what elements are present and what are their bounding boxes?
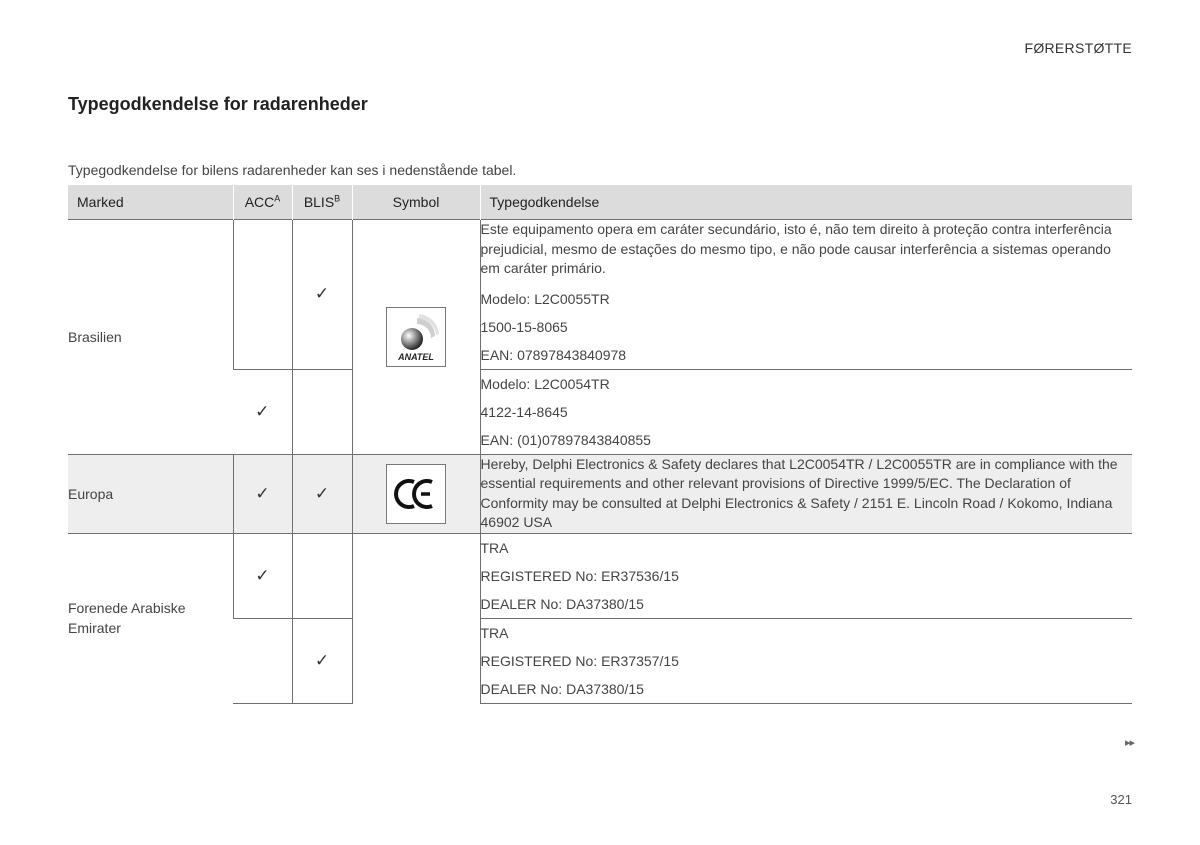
blis-cell: ✓ <box>292 220 352 370</box>
approval-cell-brazil-1 <box>480 220 1132 370</box>
approval-registered: REGISTERED No: ER37536/15 <box>480 567 679 584</box>
approval-model: Modelo: L2C0055TR <box>480 290 610 307</box>
approval-code: 4122-14-8645 <box>480 403 568 420</box>
anatel-logo-text: ANATEL <box>398 351 434 362</box>
symbol-cell-uae <box>352 533 480 703</box>
approval-cell-europe <box>480 454 1132 533</box>
table-row-europe <box>68 454 1132 533</box>
approval-registered: REGISTERED No: ER37357/15 <box>480 652 679 669</box>
blis-cell <box>292 369 352 454</box>
header-market: Marked <box>68 185 233 220</box>
header-symbol: Symbol <box>352 185 480 220</box>
approval-cell-brazil-2 <box>480 369 1132 454</box>
section-label: FØRERSTØTTE <box>1024 40 1132 56</box>
blis-cell: ✓ <box>292 618 352 703</box>
footnote-b: B <box>334 193 341 204</box>
table-row-uae-1 <box>68 533 1132 618</box>
page-number: 321 <box>1110 792 1132 807</box>
blis-cell <box>292 533 352 618</box>
market-cell-brazil: Brasilien <box>68 220 233 455</box>
approval-cell-uae-2 <box>480 618 1132 703</box>
approval-ean: EAN: 07897843840978 <box>480 346 627 363</box>
approval-authority: TRA <box>480 539 509 556</box>
header-approval: Typegodkendelse <box>480 185 1132 220</box>
approval-dealer: DEALER No: DA37380/15 <box>480 680 644 697</box>
symbol-cell-europe <box>352 454 480 533</box>
footnote-a: A <box>274 193 281 204</box>
symbol-cell-brazil <box>352 220 480 455</box>
approval-dealer: DEALER No: DA37380/15 <box>480 595 644 612</box>
anatel-logo-icon <box>386 307 446 367</box>
approval-cell-uae-1 <box>480 533 1132 618</box>
continue-arrows-icon: ▸▸ <box>1124 737 1134 749</box>
page-title: Typegodkendelse for radarenheder <box>68 94 368 114</box>
table-header-row <box>68 185 1132 220</box>
type-approval-table <box>68 185 1132 704</box>
intro-text: Typegodkendelse for bilens radarenheder kan ses i nedenstående tabel. <box>68 162 517 178</box>
ce-mark-icon <box>386 464 446 524</box>
approval-authority: TRA <box>480 624 509 641</box>
approval-statement: Este equipamento opera em caráter secundário, isto é, não tem direito à proteção contra interferência prejudicial, mesmo de estações do mesmo tipo, e não pode causar interferência a sistemas operando em caráter primário. <box>480 221 1112 276</box>
acc-cell <box>233 220 292 370</box>
approval-model: Modelo: L2C0054TR <box>480 375 610 392</box>
acc-cell: ✓ <box>233 369 292 454</box>
acc-cell: ✓ <box>233 533 292 618</box>
blis-cell: ✓ <box>292 454 352 533</box>
acc-cell: ✓ <box>233 454 292 533</box>
acc-cell <box>233 618 292 703</box>
approval-ean: EAN: (01)07897843840855 <box>480 431 651 448</box>
header-blis: $BLIS^B$ <box>292 185 352 220</box>
market-cell-uae: Forenede Arabiske Emirater <box>68 533 233 703</box>
approval-code: 1500-15-8065 <box>480 318 568 335</box>
table-row-brazil-1 <box>68 220 1132 370</box>
header-acc: $ACC^A$ <box>233 185 292 220</box>
market-cell-europe: Europa <box>68 454 233 533</box>
approval-statement: Hereby, Delphi Electronics & Safety declares that L2C0054TR / L2C0055TR are in compliance with the essential requirements and other relevant provisions of Directive 1999/5/EC. The Declaration of Conformity may be consulted at Delphi Electronics & Safety / 2151 E. Lincoln Road / Kokomo, Indiana 46902 USA <box>480 455 1118 530</box>
